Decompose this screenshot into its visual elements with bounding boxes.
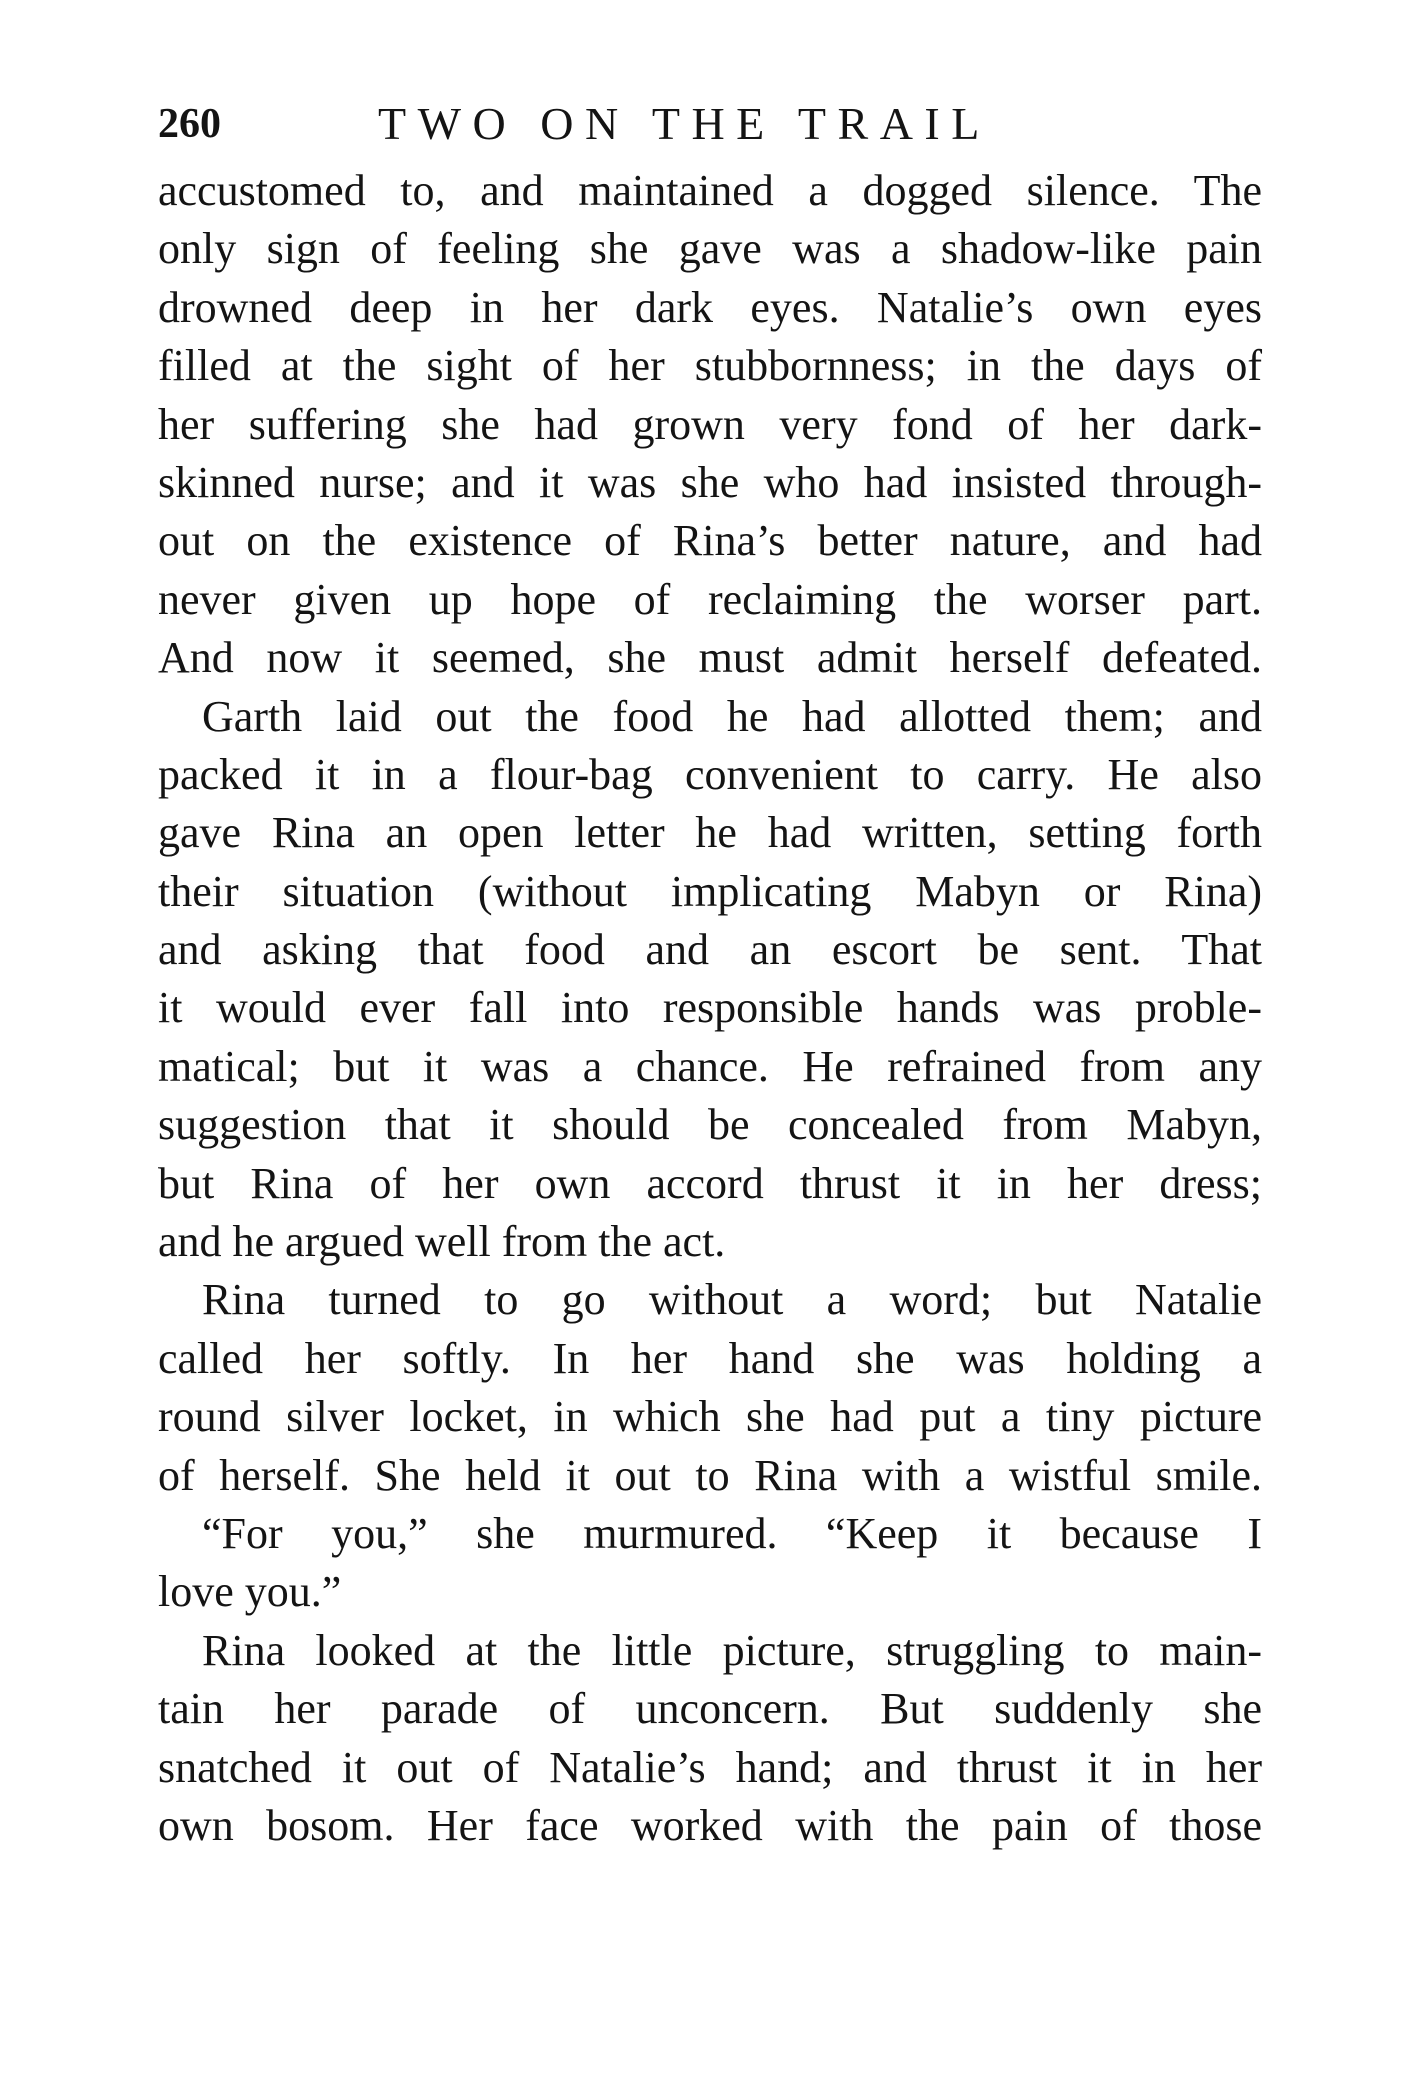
text-line: skinned nurse; and it was she who had insisted through- xyxy=(158,457,1262,507)
text-line: their situation (without implicating Mabyn or Rina) xyxy=(158,866,1262,916)
paragraph xyxy=(158,1505,1262,1622)
text-line: round silver locket, in which she had put a tiny picture xyxy=(158,1392,1262,1442)
text-line: packed it in a flour-bag convenient to carry. He also xyxy=(158,749,1262,799)
text-line: tain her parade of unconcern. But suddenly she xyxy=(158,1684,1262,1734)
text-line: Rina turned to go without a word; but Natalie xyxy=(202,1275,1262,1325)
text-line: never given up hope of reclaiming the worser part. xyxy=(158,574,1262,624)
book-page xyxy=(158,100,1262,1855)
text-line: but Rina of her own accord thrust it in her dress; xyxy=(158,1158,1262,1208)
text-line: of herself. She held it out to Rina with a wistful smile. xyxy=(158,1450,1262,1500)
text-line: and he argued well from the act. xyxy=(158,1217,726,1267)
text-line: out on the existence of Rina’s better nature, and had xyxy=(158,516,1262,566)
text-line: snatched it out of Natalie’s hand; and thrust it in her xyxy=(158,1742,1262,1792)
text-line: own bosom. Her face worked with the pain of those xyxy=(158,1800,1262,1850)
text-line: filled at the sight of her stubbornness; in the days of xyxy=(158,341,1262,391)
running-head xyxy=(158,100,1262,148)
paragraph xyxy=(158,688,1262,1272)
text-line: And now it seemed, she must admit herself defeated. xyxy=(158,633,1262,683)
text-line: gave Rina an open letter he had written, setting forth xyxy=(158,808,1262,858)
text-line: “For you,” she murmured. “Keep it because I xyxy=(202,1508,1262,1558)
text-line: and asking that food and an escort be sent. That xyxy=(158,925,1262,975)
text-line: suggestion that it should be concealed from Mabyn, xyxy=(158,1100,1262,1150)
text-line: only sign of feeling she gave was a shadow-like pain xyxy=(158,224,1262,274)
body-text xyxy=(158,162,1262,1855)
text-line: love you.” xyxy=(158,1567,342,1617)
text-line: it would ever fall into responsible hands was proble- xyxy=(158,983,1262,1033)
text-line: called her softly. In her hand she was holding a xyxy=(158,1333,1262,1383)
paragraph xyxy=(158,1271,1262,1505)
paragraph xyxy=(158,162,1262,688)
text-line: matical; but it was a chance. He refrained from any xyxy=(158,1041,1262,1091)
paragraph xyxy=(158,1622,1262,1856)
text-line: Garth laid out the food he had allotted them; and xyxy=(202,691,1262,741)
running-title: TWO ON THE TRAIL xyxy=(378,98,991,149)
text-line: drowned deep in her dark eyes. Natalie’s own eyes xyxy=(158,282,1262,332)
text-line: her suffering she had grown very fond of her dark- xyxy=(158,399,1262,449)
page-number: 260 xyxy=(158,101,221,147)
text-line: accustomed to, and maintained a dogged silence. The xyxy=(158,166,1262,215)
text-line: Rina looked at the little picture, struggling to main- xyxy=(202,1625,1262,1675)
